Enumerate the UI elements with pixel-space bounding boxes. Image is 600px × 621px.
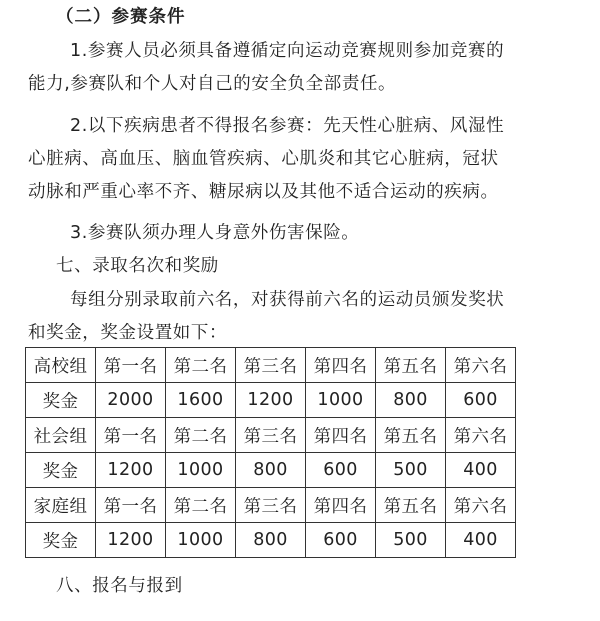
amount-cell: 1200 <box>96 453 166 488</box>
table-row <box>26 523 516 558</box>
rank-cell: 第三名 <box>236 488 306 523</box>
condition-2-line-3: 动脉和严重心率不齐、糖尿病以及其他不适合运动的疾病。 <box>28 182 499 202</box>
rank-cell: 第二名 <box>166 348 236 383</box>
amount-cell: 400 <box>446 523 516 558</box>
rank-cell: 第五名 <box>376 348 446 383</box>
condition-1-line-1: 1.参赛人员必须具备遵循定向运动竞赛规则参加竞赛的 <box>70 41 505 61</box>
amount-cell: 800 <box>236 523 306 558</box>
amount-cell: 400 <box>446 453 516 488</box>
rank-cell: 第三名 <box>236 418 306 453</box>
section-8-title: 八、报名与报到 <box>56 576 183 596</box>
rank-cell: 第二名 <box>166 418 236 453</box>
rank-cell: 第二名 <box>166 488 236 523</box>
prize-label-cell: 奖金 <box>26 453 96 488</box>
rank-cell: 第六名 <box>446 488 516 523</box>
prize-label-cell: 奖金 <box>26 523 96 558</box>
amount-cell: 600 <box>306 523 376 558</box>
group-name-cell: 社会组 <box>26 418 96 453</box>
table-row <box>26 488 516 523</box>
amount-cell: 1200 <box>96 523 166 558</box>
amount-cell: 600 <box>306 453 376 488</box>
rank-cell: 第三名 <box>236 348 306 383</box>
rank-cell: 第五名 <box>376 418 446 453</box>
section-title: （二）参赛条件 <box>56 7 186 27</box>
table-row <box>26 383 516 418</box>
rank-cell: 第四名 <box>306 418 376 453</box>
amount-cell: 800 <box>376 383 446 418</box>
amount-cell: 500 <box>376 523 446 558</box>
amount-cell: 1000 <box>166 523 236 558</box>
amount-cell: 1200 <box>236 383 306 418</box>
condition-1-line-2: 能力,参赛队和个人对自己的安全负全部责任。 <box>28 74 397 94</box>
rank-cell: 第五名 <box>376 488 446 523</box>
rank-cell: 第四名 <box>306 348 376 383</box>
table-row <box>26 348 516 383</box>
section-7-title: 七、录取名次和奖励 <box>56 256 219 276</box>
section-7-intro-line-2: 和奖金，奖金设置如下： <box>28 323 228 343</box>
rank-cell: 第四名 <box>306 488 376 523</box>
section-7-intro-line-1: 每组分别录取前六名，对获得前六名的运动员颁发奖状 <box>70 290 505 310</box>
group-name-cell: 高校组 <box>26 348 96 383</box>
rank-cell: 第一名 <box>96 348 166 383</box>
amount-cell: 1600 <box>166 383 236 418</box>
condition-3-line-1: 3.参赛队须办理人身意外伤害保险。 <box>70 223 360 243</box>
amount-cell: 2000 <box>96 383 166 418</box>
group-name-cell: 家庭组 <box>26 488 96 523</box>
condition-2-line-2: 心脏病、高血压、脑血管疾病、心肌炎和其它心脏病，冠状 <box>28 149 499 169</box>
amount-cell: 800 <box>236 453 306 488</box>
amount-cell: 500 <box>376 453 446 488</box>
amount-cell: 600 <box>446 383 516 418</box>
amount-cell: 1000 <box>306 383 376 418</box>
rank-cell: 第一名 <box>96 488 166 523</box>
rank-cell: 第一名 <box>96 418 166 453</box>
table-row <box>26 453 516 488</box>
condition-2-line-1: 2.以下疾病患者不得报名参赛：先天性心脏病、风湿性 <box>70 116 505 136</box>
rank-cell: 第六名 <box>446 348 516 383</box>
rank-cell: 第六名 <box>446 418 516 453</box>
award-table <box>25 347 516 558</box>
amount-cell: 1000 <box>166 453 236 488</box>
prize-label-cell: 奖金 <box>26 383 96 418</box>
table-row <box>26 418 516 453</box>
